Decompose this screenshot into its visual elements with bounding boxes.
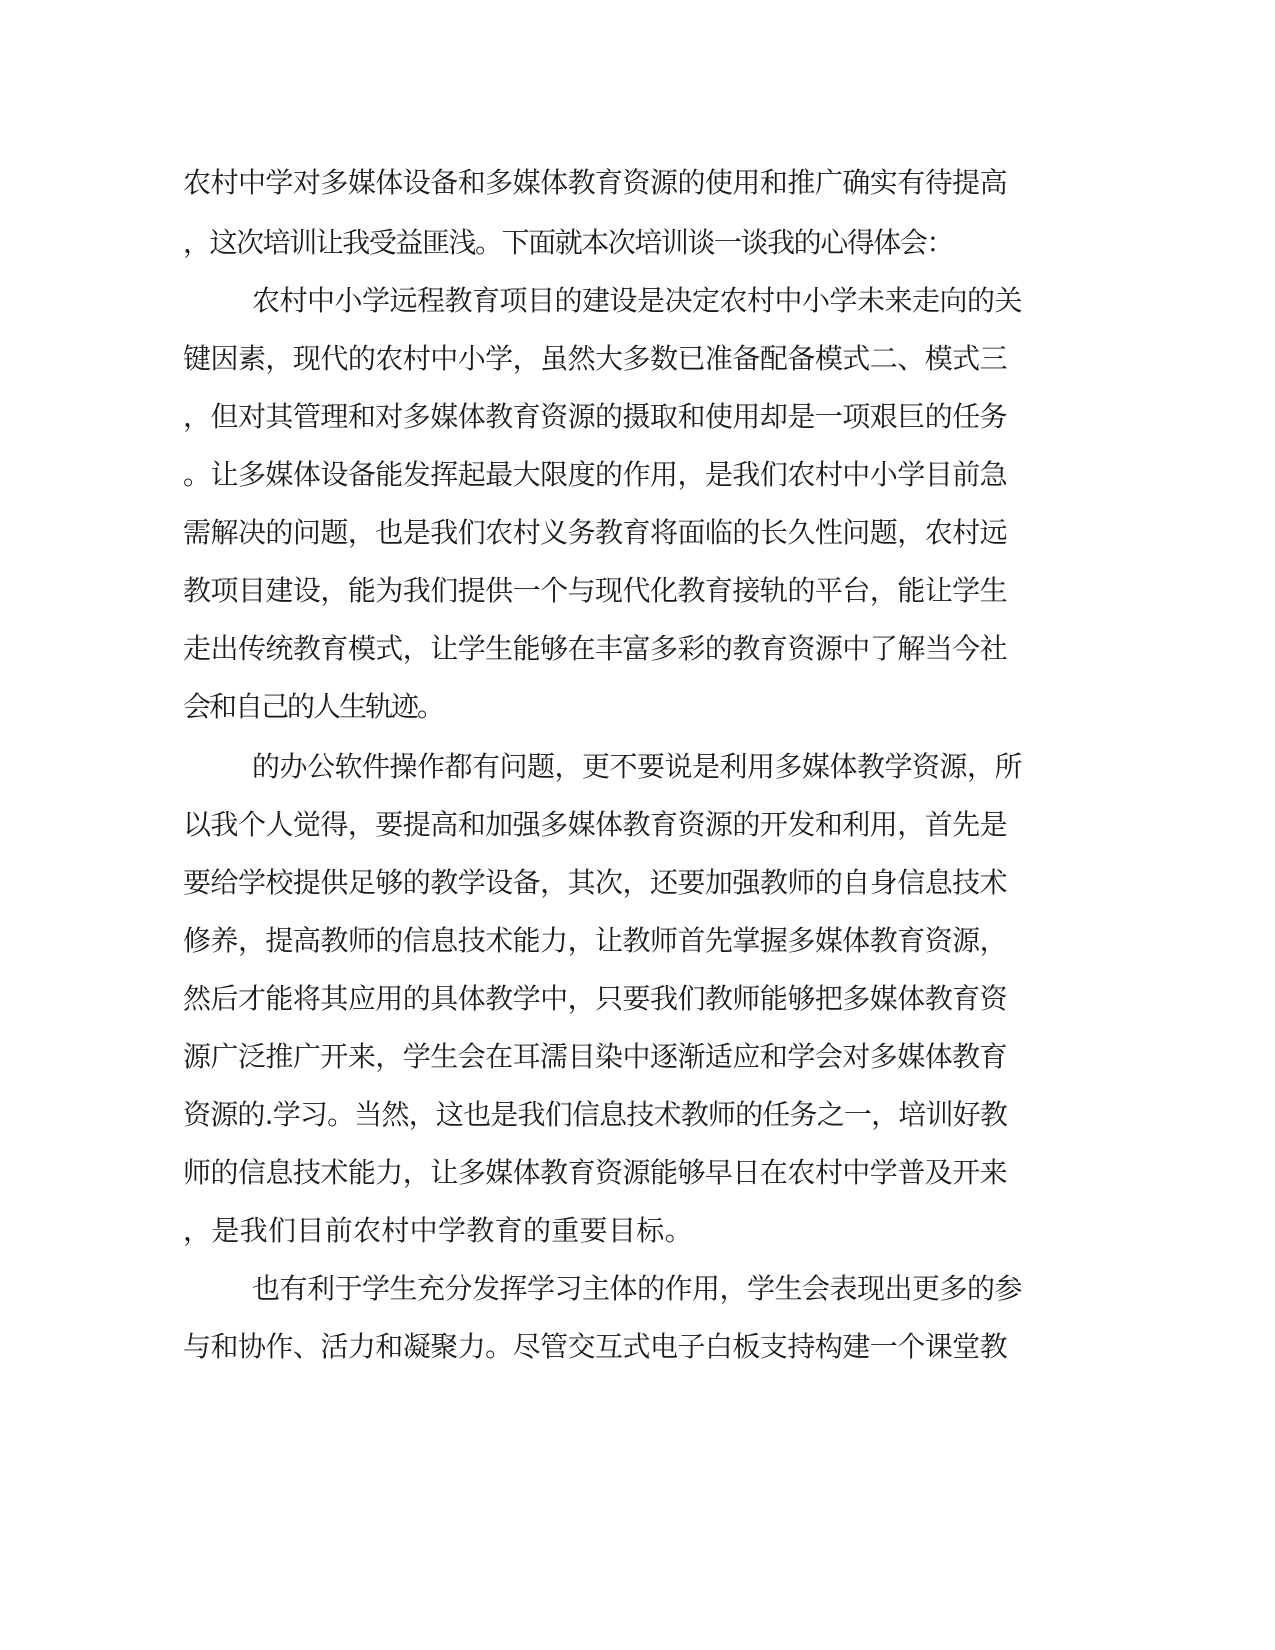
text-line: ，是我们目前农村中学教育的重要目标。 (183, 1214, 693, 1247)
text-line: 资源的.学习。当然，这也是我们信息技术教师的任务之一，培训好教 (183, 1098, 1008, 1131)
text-line: 会和自己的人生轨迹。 (183, 690, 444, 723)
text-line: 。让多媒体设备能发挥起最大限度的作用，是我们农村中小学目前急 (183, 458, 1008, 491)
text-line: 走出传统教育模式，让学生能够在丰富多彩的教育资源中了解当今社 (183, 632, 1008, 665)
text-line: ，但对其管理和对多媒体教育资源的摄取和使用却是一项艰巨的任务 (183, 400, 1008, 433)
text-line: 键因素，现代的农村中小学，虽然大多数已准备配备模式二、模式三 (183, 342, 1008, 375)
text-line: 的办公软件操作都有问题，更不要说是利用多媒体教学资源，所 (252, 750, 1023, 783)
text-line: 源广泛推广开来，学生会在耳濡目染中逐渐适应和学会对多媒体教育 (183, 1040, 1008, 1073)
text-line: 师的信息技术能力，让多媒体教育资源能够早日在农村中学普及开来 (183, 1156, 1008, 1189)
text-line: 教项目建设，能为我们提供一个与现代化教育接轨的平台，能让学生 (183, 574, 1008, 607)
text-line: 需解决的问题，也是我们农村义务教育将面临的长久性问题，农村远 (183, 516, 1008, 549)
text-line: 然后才能将其应用的具体教学中，只要我们教师能够把多媒体教育资 (183, 982, 1008, 1015)
text-line: 修养，提高教师的信息技术能力，让教师首先掌握多媒体教育资源， (183, 924, 1008, 957)
text-line: ，这次培训让我受益匪浅。下面就本次培训谈一谈我的心得体会： (183, 226, 953, 259)
text-line: 与和协作、活力和凝聚力。尽管交互式电子白板支持构建一个课堂教 (183, 1330, 1008, 1363)
text-line: 以我个人觉得，要提高和加强多媒体教育资源的开发和利用，首先是 (183, 808, 1008, 841)
text-line: 也有利于学生充分发挥学习主体的作用，学生会表现出更多的参 (252, 1272, 1023, 1305)
text-line: 农村中小学远程教育项目的建设是决定农村中小学未来走向的关 (252, 284, 1023, 317)
text-line: 要给学校提供足够的教学设备，其次，还要加强教师的自身信息技术 (183, 866, 1008, 899)
text-line: 农村中学对多媒体设备和多媒体教育资源的使用和推广确实有待提高 (183, 166, 1008, 199)
